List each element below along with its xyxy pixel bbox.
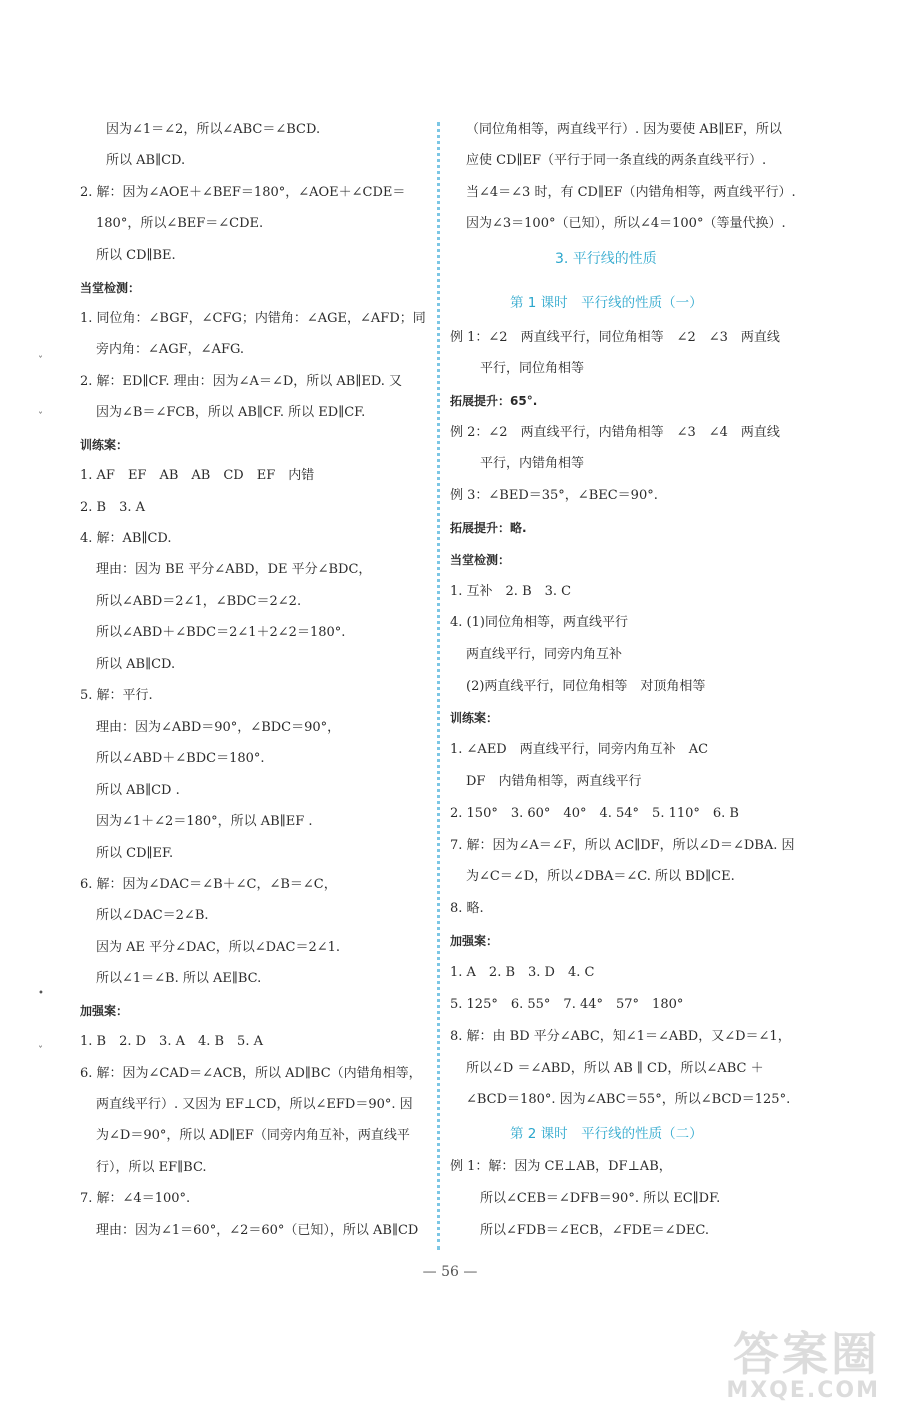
right-line: 1. ∠AED 两直线平行，同旁内角互补 AC [450,742,709,757]
right-line: 所以∠FDB＝∠ECB，∠FDE＝∠DEC. [480,1223,710,1238]
left-line: 理由：因为 BE 平分∠ABD，DE 平分∠BDC， [96,562,372,577]
right-line: 为∠C＝∠D，所以∠DBA＝∠C. 所以 BD∥CE. [466,869,735,884]
left-line: 所以∠ABD＝2∠1，∠BDC＝2∠2. [96,594,302,609]
right-line: 所以∠D ＝∠ABD，所以 AB ∥ CD，所以∠ABC ＋ [466,1061,764,1076]
right-line: 例 1：∠2 两直线平行，同位角相等 ∠2 ∠3 两直线 [450,330,780,345]
right-line: （同位角相等，两直线平行）. 因为要使 AB∥EF，所以 [466,122,782,137]
left-line: 6. 解：因为∠CAD＝∠ACB，所以 AD∥BC（内错角相等， [80,1066,422,1081]
left-line: 因为∠1＋∠2＝180°，所以 AB∥EF . [96,814,313,829]
left-line: 所以 AB∥CD . [96,783,180,798]
left-line: 所以 AB∥CD. [96,657,176,672]
left-line: 所以 AB∥CD. [106,153,186,168]
left-line: 训练案： [80,438,129,452]
left-line: 理由：因为∠1＝60°，∠2＝60°（已知），所以 AB∥CD [96,1223,419,1238]
left-line: 所以 CD∥EF. [96,846,174,861]
left-line: 因为 AE 平分∠DAC，所以∠DAC＝2∠1. [96,940,341,955]
left-line: 理由：因为∠ABD＝90°，∠BDC＝90°， [96,720,341,735]
right-line: 所以∠CEB＝∠DFB＝90°. 所以 EC∥DF. [480,1191,721,1206]
right-line: 8. 略. [450,901,484,916]
right-line: 因为∠3＝100°（已知），所以∠4＝100°（等量代换）. [466,216,786,231]
left-line: 1. AF EF AB AB CD EF 内错 [80,468,315,483]
right-line: 训练案： [450,711,499,725]
right-line: 加强案： [450,934,499,948]
left-line: 4. 解：AB∥CD. [80,531,172,546]
right-line: 例 1：解：因为 CE⊥AB，DF⊥AB， [450,1159,672,1174]
left-line: 因为∠1＝∠2，所以∠ABC＝∠BCD. [106,122,321,137]
right-line: 拓展提升：65°. [450,394,538,408]
right-line: 1. A 2. B 3. D 4. C [450,965,595,980]
left-line: 行），所以 EF∥BC. [96,1160,207,1175]
right-line: 2. 150° 3. 60° 40° 4. 54° 5. 110° 6. B [450,806,739,821]
right-line: 例 3：∠BED＝35°，∠BEC＝90°. [450,488,658,503]
watermark-url: MXQE.COM [726,1378,880,1403]
left-line: 旁内角：∠AGF，∠AFG. [96,342,245,357]
left-line: 所以∠ABD＋∠BDC＝180°. [96,751,265,766]
watermark-logo-text: 答案圈 [733,1327,880,1381]
stray-mark: • [38,988,44,999]
left-line: 2. 解：因为∠AOE＋∠BEF＝180°，∠AOE＋∠CDE＝ [80,185,406,200]
left-line: 1. B 2. D 3. A 4. B 5. A [80,1034,263,1049]
right-line: 第 2 课时 平行线的性质（二） [510,1126,703,1142]
left-line: 两直线平行）. 又因为 EF⊥CD，所以∠EFD＝90°. 因 [96,1097,413,1112]
right-line: ∠BCD＝180°. 因为∠ABC＝55°，所以∠BCD＝125°. [466,1092,791,1107]
right-line: 7. 解：因为∠A＝∠F，所以 AC∥DF，所以∠D＝∠DBA. 因 [450,838,795,853]
right-line: 平行，同位角相等 [480,361,585,376]
left-line: 所以∠ABD＋∠BDC＝2∠1＋2∠2＝180°. [96,625,346,640]
page-number: — 56 — [422,1264,478,1280]
right-line: 当堂检测： [450,553,511,567]
left-line: 180°，所以∠BEF＝∠CDE. [96,216,264,231]
left-line: 6. 解：因为∠DAC＝∠B＋∠C，∠B＝∠C， [80,877,337,892]
left-line: 7. 解：∠4＝100°. [80,1191,191,1206]
right-line: 平行，内错角相等 [480,456,585,471]
right-line: DF 内错角相等，两直线平行 [466,774,642,789]
right-line: 例 2：∠2 两直线平行，内错角相等 ∠3 ∠4 两直线 [450,425,780,440]
left-line: 1. 同位角：∠BGF，∠CFG；内错角：∠AGE，∠AFD；同 [80,311,426,326]
right-line: 8. 解：由 BD 平分∠ABC，知∠1＝∠ABD，又∠D＝∠1， [450,1029,791,1044]
left-line: 当堂检测： [80,281,141,295]
left-line: 2. B 3. A [80,500,146,515]
right-line: 两直线平行，同旁内角互补 [466,647,623,662]
stray-mark: ˇ [38,1046,43,1057]
right-line: 1. 互补 2. B 3. C [450,584,572,599]
right-line: 应使 CD∥EF（平行于同一条直线的两条直线平行）. [466,153,767,168]
right-line: 拓展提升：略. [450,521,527,535]
right-line: 第 1 课时 平行线的性质（一） [510,295,703,311]
left-line: 所以∠1＝∠B. 所以 AE∥BC. [96,971,262,986]
column-divider [437,122,440,1250]
right-line: 3. 平行线的性质 [555,251,657,267]
left-line: 所以∠DAC＝2∠B. [96,908,209,923]
right-line: 4. (1)同位角相等，两直线平行 [450,615,628,630]
left-line: 加强案： [80,1004,129,1018]
watermark [726,1318,880,1403]
right-line: 5. 125° 6. 55° 7. 44° 57° 180° [450,997,684,1012]
right-line: (2)两直线平行，同位角相等 对顶角相等 [466,679,706,694]
left-line: 2. 解：ED∥CF. 理由：因为∠A＝∠D，所以 AB∥ED. 又 [80,374,403,389]
right-line: 当∠4＝∠3 时，有 CD∥EF（内错角相等，两直线平行）. [466,185,796,200]
left-line: 为∠D＝90°，所以 AD∥EF（同旁内角互补，两直线平 [96,1128,410,1143]
left-line: 所以 CD∥BE. [96,248,176,263]
left-line: 因为∠B＝∠FCB，所以 AB∥CF. 所以 ED∥CF. [96,405,366,420]
stray-mark: ˇ [38,356,43,367]
left-line: 5. 解：平行. [80,688,153,703]
stray-mark: ˇ [38,412,43,423]
